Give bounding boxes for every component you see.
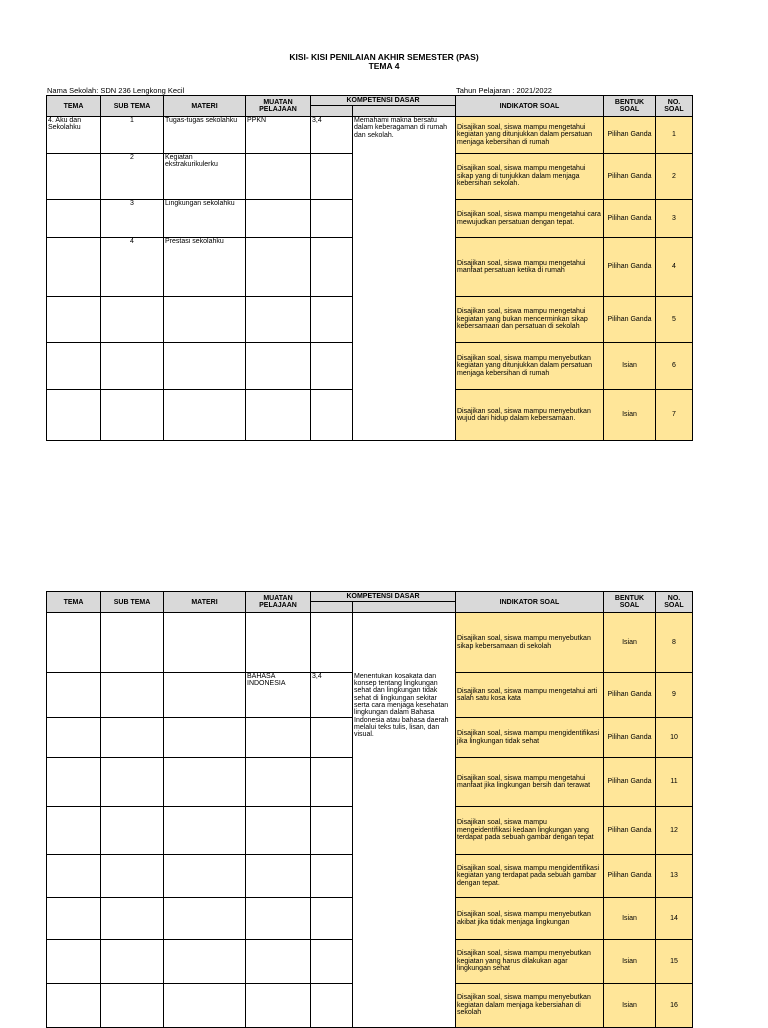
indikator-cell: Disajikan soal, siswa mampu menyebutkan kegiatan dalam menjaga kebersiahan di sekolah: [456, 984, 604, 1028]
kd-num-cell: [311, 200, 353, 238]
no-cell: 14: [656, 898, 693, 940]
materi-cell: [164, 984, 246, 1028]
kd-num-cell: [311, 807, 353, 855]
bentuk-cell: Pilihan Ganda: [604, 297, 656, 343]
tema-cell: [47, 807, 101, 855]
no-cell: 13: [656, 855, 693, 898]
no-cell: 11: [656, 758, 693, 807]
kd-num-cell: [311, 297, 353, 343]
bentuk-cell: Isian: [604, 984, 656, 1028]
kd-num-cell: [311, 940, 353, 984]
no-cell: 10: [656, 718, 693, 758]
subtema-cell: 3: [101, 200, 164, 238]
no-cell: 6: [656, 343, 693, 390]
bentuk-cell: Pilihan Ganda: [604, 238, 656, 297]
indikator-cell: Disajikan soal, siswa mampu mengetahui manfaat persatuan ketika di rumah: [456, 238, 604, 297]
no-cell: 5: [656, 297, 693, 343]
materi-cell: [164, 898, 246, 940]
header-no-line1: NO.: [667, 595, 681, 602]
header-subtema: SUB TEMA: [101, 96, 164, 117]
tema-cell: [47, 297, 101, 343]
no-cell: 2: [656, 154, 693, 200]
kd-num-cell: 3,4: [311, 117, 353, 154]
materi-cell: [164, 297, 246, 343]
header-materi: MATERI: [164, 592, 246, 613]
muatan-cell: [246, 758, 311, 807]
header-muatan: [246, 592, 311, 613]
header-tema: TEMA: [47, 96, 101, 117]
tema-cell: [47, 718, 101, 758]
muatan-cell: [246, 390, 311, 441]
bentuk-cell: Isian: [604, 940, 656, 984]
bentuk-cell: Isian: [604, 613, 656, 673]
no-cell: 9: [656, 673, 693, 718]
no-cell: 7: [656, 390, 693, 441]
header-no: [656, 592, 693, 613]
no-cell: 1: [656, 117, 693, 154]
muatan-cell: [246, 154, 311, 200]
bentuk-cell: Pilihan Ganda: [604, 758, 656, 807]
tema-cell: [47, 898, 101, 940]
header-no: [656, 96, 693, 117]
muatan-cell: [246, 898, 311, 940]
table-row: [47, 613, 693, 673]
subtema-cell: [101, 613, 164, 673]
materi-cell: Tugas-tugas sekolahku: [164, 117, 246, 154]
tema-cell: [47, 200, 101, 238]
kd-num-cell: [311, 855, 353, 898]
muatan-cell: [246, 718, 311, 758]
kd-num-cell: [311, 613, 353, 673]
indikator-cell: Disajikan soal, siswa mampu menyebutkan akibat jika tidak menjaga lingkungan: [456, 898, 604, 940]
header-no-line2: SOAL: [664, 602, 684, 609]
header-bentuk-line2: SOAL: [619, 602, 640, 609]
materi-cell: [164, 343, 246, 390]
kd-num-cell: [311, 154, 353, 200]
header-muatan-line1: MUATAN: [263, 595, 293, 602]
bentuk-cell: Isian: [604, 390, 656, 441]
indikator-cell: Disajikan soal, siswa mampu menyebutkan sikap kebersamaan di sekolah: [456, 613, 604, 673]
header-muatan-line1: MUATAN: [263, 99, 293, 106]
materi-cell: [164, 807, 246, 855]
kd-num-cell: [311, 718, 353, 758]
header-indikator: INDIKATOR SOAL: [456, 96, 604, 117]
school-name: Nama Sekolah: SDN 236 Lengkong Kecil: [47, 86, 185, 95]
table-row: [47, 117, 693, 154]
kd-text-cell: Menentukan kosakata dan konsep tentang lingkungan sehat dan lingkungan tidak sehat di lingkungan sekitar serta cara menjaga kesehatan lingkungan dalam Bahasa Indonesia atau bahasa daerah melalui teks tulis, lisan, dan visual.: [353, 673, 456, 1028]
bentuk-cell: Isian: [604, 343, 656, 390]
indikator-cell: Disajikan soal, siswa mampu mengetahui cara mewujudkan persatuan dengan tepat.: [456, 200, 604, 238]
kd-num-cell: [311, 898, 353, 940]
indikator-cell: Disajikan soal, siswa mampu menyebutkan kegiatan yang ditunjukkan dalam persatuan menjaga kebersihan di rumah: [456, 343, 604, 390]
header-kd-text: [353, 106, 456, 117]
subtema-cell: 2: [101, 154, 164, 200]
subtema-cell: [101, 807, 164, 855]
muatan-cell: [246, 613, 311, 673]
bentuk-cell: Pilihan Ganda: [604, 718, 656, 758]
indikator-cell: Disajikan soal, siswa mampu mengetahui manfaat jika lingkungan bersih dan terawat: [456, 758, 604, 807]
subtema-cell: [101, 855, 164, 898]
kd-num-cell: [311, 343, 353, 390]
header-muatan: [246, 96, 311, 117]
no-cell: 12: [656, 807, 693, 855]
subtema-cell: 1: [101, 117, 164, 154]
subtema-cell: [101, 390, 164, 441]
muatan-cell: PPKN: [246, 117, 311, 154]
header-kd-num: [311, 106, 353, 117]
kd-num-cell: [311, 390, 353, 441]
header-subtema: SUB TEMA: [101, 592, 164, 613]
bentuk-cell: Pilihan Ganda: [604, 807, 656, 855]
materi-cell: [164, 855, 246, 898]
tema-cell: [47, 940, 101, 984]
header-kd-text: [353, 602, 456, 613]
tema-cell: [47, 613, 101, 673]
muatan-cell: [246, 297, 311, 343]
bentuk-cell: Pilihan Ganda: [604, 154, 656, 200]
muatan-cell: [246, 855, 311, 898]
tema-cell: [47, 238, 101, 297]
materi-cell: [164, 758, 246, 807]
tema-cell: [47, 984, 101, 1028]
muatan-cell: [246, 238, 311, 297]
no-cell: 4: [656, 238, 693, 297]
kd-text-cell: Memahami makna bersatu dalam keberagaman di rumah dan sekolah.: [353, 117, 456, 441]
materi-cell: Lingkungan sekolahku: [164, 200, 246, 238]
no-cell: 3: [656, 200, 693, 238]
header-muatan-line2: PELAJAAN: [259, 602, 297, 609]
tema-cell: [47, 758, 101, 807]
bentuk-cell: Pilihan Ganda: [604, 200, 656, 238]
no-cell: 8: [656, 613, 693, 673]
subtema-cell: [101, 758, 164, 807]
bentuk-cell: Pilihan Ganda: [604, 855, 656, 898]
indikator-cell: Disajikan soal, siswa mampu menyebutkan kegiatan yang harus dilakukan agar lingkungan sehat: [456, 940, 604, 984]
materi-cell: [164, 390, 246, 441]
header-bentuk-line2: SOAL: [619, 106, 640, 113]
header-muatan-line2: PELAJAAN: [259, 106, 297, 113]
materi-cell: [164, 613, 246, 673]
indikator-cell: Disajikan soal, siswa mampu menyebutkan wujud dari hidup dalam kebersamaan.: [456, 390, 604, 441]
header-bentuk-line1: BENTUK: [614, 99, 645, 106]
muatan-cell: [246, 343, 311, 390]
tema-cell: [47, 855, 101, 898]
table-row: [47, 673, 693, 718]
subtema-cell: 4: [101, 238, 164, 297]
tema-cell: 4. Aku dan Sekolahku: [47, 117, 101, 154]
muatan-cell: [246, 200, 311, 238]
indikator-cell: Disajikan soal, siswa mampu mengetahui kegiatan yang bukan mencerminkan sikap kebersamaan dan persatuan di sekolah: [456, 297, 604, 343]
muatan-cell: [246, 940, 311, 984]
header-kd: KOMPETENSI DASAR: [311, 592, 456, 602]
kisi-table-1: [46, 95, 693, 441]
kd-num-cell: [311, 984, 353, 1028]
indikator-cell: Disajikan soal, siswa mampu mengidentifikasi kegiatan yang terdapat pada sebuah gambar dengan tepat.: [456, 855, 604, 898]
tema-cell: [47, 390, 101, 441]
document-title: KISI- KISI PENILAIAN AKHIR SEMESTER (PAS): [289, 52, 479, 62]
kisi-table-2: [46, 591, 693, 1028]
muatan-cell: [246, 807, 311, 855]
header-bentuk-line1: BENTUK: [614, 595, 645, 602]
header-indikator: INDIKATOR SOAL: [456, 592, 604, 613]
kd-num-cell: [311, 238, 353, 297]
header-bentuk: [604, 96, 656, 117]
kd-text-cell: [353, 613, 456, 673]
indikator-cell: Disajikan soal, siswa mampu mengetahui kegiatan yang ditunjukkan dalam persatuan menjaga kebersihan di rumah: [456, 117, 604, 154]
muatan-cell: BAHASA INDONESIA: [246, 673, 311, 718]
subtema-cell: [101, 718, 164, 758]
materi-cell: Kegiatan ekstrakurikulerku: [164, 154, 246, 200]
subtema-cell: [101, 297, 164, 343]
no-cell: 15: [656, 940, 693, 984]
indikator-cell: Disajikan soal, siswa mampu mengetahui sikap yang di tunjukkan dalam menjaga kebersihan sekolah.: [456, 154, 604, 200]
header-no-line1: NO.: [667, 99, 681, 106]
kd-num-cell: 3,4: [311, 673, 353, 718]
kd-num-cell: [311, 758, 353, 807]
materi-cell: [164, 940, 246, 984]
indikator-cell: Disajikan soal, siswa mampu mengidentifikasi jika lingkungan tidak sehat: [456, 718, 604, 758]
subtema-cell: [101, 940, 164, 984]
header-tema: TEMA: [47, 592, 101, 613]
document-subtitle: TEMA 4: [368, 61, 400, 71]
indikator-cell: Disajikan soal, siswa mampu mengeidentifikasi kedaan lingkungan yang terdapat pada sebuah gambar dengan tepat: [456, 807, 604, 855]
header-kd: KOMPETENSI DASAR: [311, 96, 456, 106]
header-materi: MATERI: [164, 96, 246, 117]
muatan-cell: [246, 984, 311, 1028]
tema-cell: [47, 343, 101, 390]
subtema-cell: [101, 343, 164, 390]
materi-cell: [164, 718, 246, 758]
tema-cell: [47, 154, 101, 200]
no-cell: 16: [656, 984, 693, 1028]
school-year: Tahun Pelajaran : 2021/2022: [456, 86, 552, 95]
materi-cell: Prestasi sekolahku: [164, 238, 246, 297]
bentuk-cell: Isian: [604, 898, 656, 940]
header-bentuk: [604, 592, 656, 613]
indikator-cell: Disajikan soal, siswa mampu mengetahui arti salah satu kosa kata: [456, 673, 604, 718]
tema-cell: [47, 673, 101, 718]
header-kd-num: [311, 602, 353, 613]
subtema-cell: [101, 673, 164, 718]
bentuk-cell: Pilihan Ganda: [604, 673, 656, 718]
bentuk-cell: Pilihan Ganda: [604, 117, 656, 154]
materi-cell: [164, 673, 246, 718]
subtema-cell: [101, 984, 164, 1028]
header-no-line2: SOAL: [664, 106, 684, 113]
subtema-cell: [101, 898, 164, 940]
